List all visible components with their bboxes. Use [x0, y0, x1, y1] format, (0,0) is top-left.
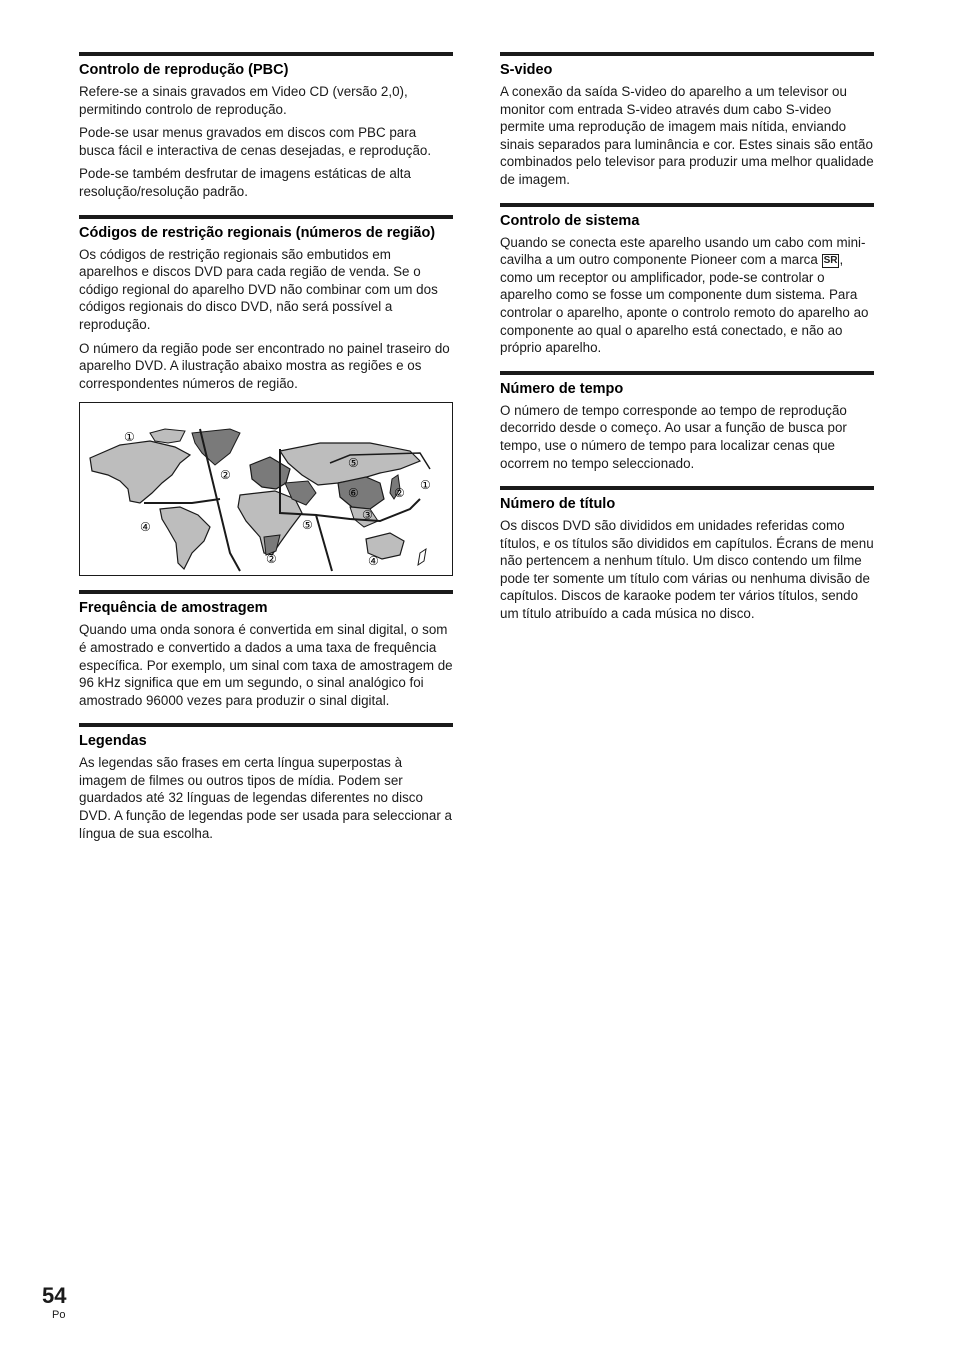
map-label-region-4-oceania: ④ — [368, 554, 379, 569]
map-label-region-5-asia: ⑤ — [348, 456, 359, 471]
sr-mark-icon: SR — [823, 255, 838, 267]
paragraph: As legendas são frases em certa língua superpostas à imagem de filmes ou outros tipos de mídia. Podem ser guardados até 32 línguas de legendas diferentes no disco DVD. A função de legendas pode ser usada para seleccionar a língua de sua escolha. — [79, 755, 452, 841]
map-label-region-3: ③ — [362, 508, 373, 523]
page-number: 54 — [42, 1283, 67, 1308]
paragraph: O número da região pode ser encontrado no painel traseiro do aparelho DVD. A ilustração abaixo mostra as regiões e os correspondentes números de região. — [79, 340, 450, 391]
section-title: S-video — [500, 62, 553, 78]
section-title: Número de título — [500, 496, 616, 513]
map-label-region-4-south-america: ④ — [140, 520, 151, 535]
section-s-video — [500, 52, 874, 189]
new-zealand-shape — [418, 549, 426, 565]
section-title: Legendas — [79, 733, 147, 750]
north-america-shape — [90, 441, 190, 503]
paragraph: Quando uma onda sonora é convertida em sinal digital, o som é amostrado e convertido a dados a uma taxa de frequência específica. Por exemplo, um sinal com taxa de amostragem de 96 kHz significa que em um segundo, o sinal analógico foi amostrado 96000 vezes para produzir o sinal digital. — [79, 622, 453, 708]
world-map-illustration — [80, 403, 452, 575]
south-america-shape — [160, 507, 210, 569]
paragraph: O número de tempo corresponde ao tempo de reprodução decorrido desde o começo. Ao usar a função de busca por tempo, use o número de tempo para localizar cenas que ocorrem no tempo seleccionado. — [500, 402, 847, 471]
iceland-dark-shape — [192, 429, 240, 465]
left-column — [79, 52, 453, 856]
section-time-number — [500, 371, 874, 472]
section-title: Frequência de amostragem — [79, 600, 268, 617]
section-title: Controlo de sistema — [500, 212, 640, 229]
map-label-region-2-europe: ② — [220, 468, 231, 483]
map-label-region-6: ⑥ — [348, 486, 359, 501]
paragraph: Pode-se usar menus gravados em discos com PBC para busca fácil e interactiva de cenas desejadas, e reprodução. — [79, 125, 432, 158]
section-title: Códigos de restrição regionais (números de região) — [79, 224, 436, 241]
page-language: Po — [52, 1309, 66, 1321]
paragraph: Pode-se também desfrutar de imagens estáticas de alta resolução/resolução padrão. — [79, 166, 411, 199]
paragraph — [500, 234, 874, 357]
map-label-region-2-africa: ② — [266, 552, 277, 567]
paragraph-part: Quando se conecta este aparelho usando um cabo com mini-cavilha a um outro componente Pioneer com a marca — [500, 234, 866, 268]
section-title: Controlo de reprodução (PBC) — [79, 62, 289, 78]
greenland-shape — [150, 429, 185, 443]
section-title: Número de tempo — [500, 380, 624, 397]
china-shape — [338, 477, 384, 509]
map-label-region-1-east: ① — [420, 478, 431, 493]
section-title-number — [500, 486, 874, 623]
section-region-codes — [79, 215, 453, 577]
section-sampling-frequency — [79, 590, 453, 709]
section-pbc — [79, 52, 453, 201]
section-subtitles — [79, 723, 453, 842]
region-map — [79, 402, 453, 576]
europe-shape — [250, 457, 290, 489]
right-column — [500, 52, 874, 637]
paragraph-part: , como um receptor ou amplificador, pode-se controlar o aparelho como se fosse um componente dum sistema. Para controlar o aparelho, aponte o controlo remoto do aparelho ao componente ao qual o aparelho está conectado, e não ao próprio aparelho. — [500, 252, 869, 356]
paragraph: Os discos DVD são divididos em unidades referidas como títulos, e os títulos são divididos em capítulos. Écrans de menu não pertencem a nenhum título. Um disco contendo um filme pode ter somente um título com várias ou nenhuma divisão de capítulos. Discos de karaoke podem ter vários títulos, sendo um título atribuído a cada música no disco. — [500, 518, 874, 622]
map-label-region-5-africa: ⑤ — [302, 518, 313, 533]
section-system-control — [500, 203, 874, 357]
boundary-line — [144, 499, 220, 503]
paragraph: Refere-se a sinais gravados em Video CD (versão 2,0), permitindo controlo de reprodução. — [79, 84, 408, 117]
map-label-region-1-west: ① — [124, 430, 135, 445]
map-label-region-2-japan: ② — [394, 486, 405, 501]
paragraph: Os códigos de restrição regionais são embutidos em aparelhos e discos DVD para cada região de venda. Se o código regional do aparelho DVD não combinar com um dos códigos regionais do disco DVD, não será possível a reprodução. — [79, 246, 438, 332]
paragraph: A conexão da saída S-video do aparelho a um televisor ou monitor com entrada S-video através dum cabo S-video permite uma reprodução de imagem mais nítida, enviando sinais separados para luminância e cor. Estes sinais são então combinados pelo televisor para produzir uma melhor qualidade de imagem. — [500, 84, 874, 187]
